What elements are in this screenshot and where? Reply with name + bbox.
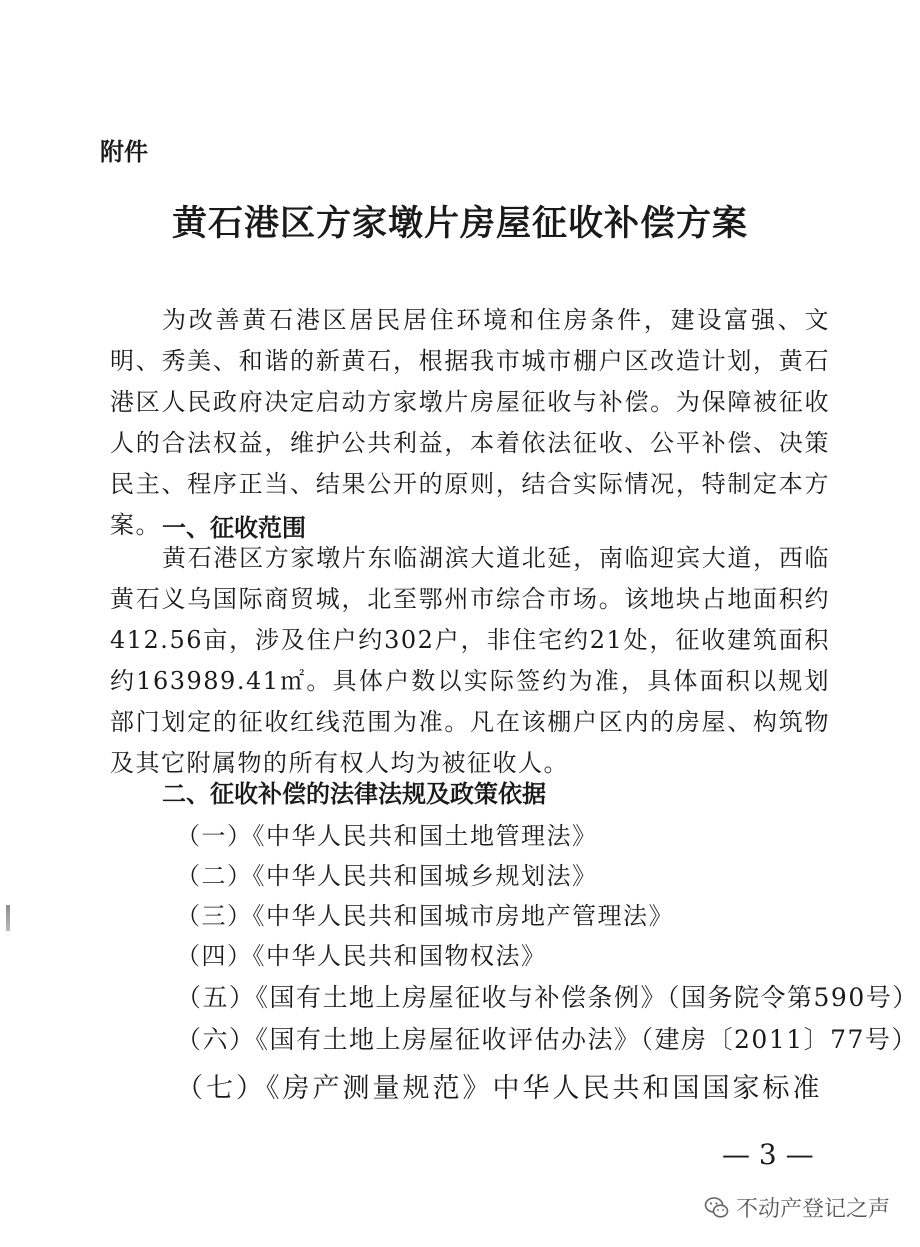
section-1-heading: 一、征收范围 [162, 514, 306, 542]
law-item: （七）《房产测量规范》中华人民共和国国家标准 [176, 1073, 823, 1104]
law-item: （一）《中华人民共和国土地管理法》 [176, 822, 598, 850]
page-number: — 3 — [722, 1138, 814, 1171]
law-item: （六）《国有土地上房屋征收评估办法》（建房〔2011〕77号） [176, 1025, 918, 1054]
section-2-heading: 二、征收补偿的法律法规及政策依据 [162, 780, 546, 808]
watermark [704, 1192, 890, 1223]
wechat-icon [704, 1195, 730, 1221]
law-item: （五）《国有土地上房屋征收与补偿条例》（国务院令第590号） [176, 983, 919, 1012]
law-item: （三）《中华人民共和国城市房地产管理法》 [176, 902, 674, 930]
law-item: （二）《中华人民共和国城乡规划法》 [176, 862, 598, 890]
attachment-label: 附件 [100, 138, 148, 166]
intro-paragraph: 为改善黄石港区居民居住环境和住房条件，建设富强、文明、秀美、和谐的新黄石，根据我市城市棚户区改造计划，黄石港区人民政府决定启动方家墩片房屋征收与补偿。为保障被征收人的合法权益，维护公共利益，本着依法征收、公平补偿、决策民主、程序正当、结果公开的原则，结合实际情况，特制定本方案。 [110, 306, 830, 539]
scan-artifact [6, 905, 10, 931]
watermark-text: 不动产登记之声 [736, 1197, 891, 1222]
section-1-body: 黄石港区方家墩片东临湖滨大道北延，南临迎宾大道，西临黄石义乌国际商贸城，北至鄂州市综合市场。该地块占地面积约412.56亩，涉及住户约302户，非住宅约21处，征收建筑面积约163989.41㎡。具体户数以实际签约为准，具体面积以规划部门划定的征收红线范围为准。凡在该棚户区内的房屋、构筑物及其它附属物的所有权人均为被征收人。 [110, 544, 830, 777]
law-item: （四）《中华人民共和国物权法》 [176, 942, 547, 970]
document-title: 黄石港区方家墩片房屋征收补偿方案 [171, 204, 748, 244]
